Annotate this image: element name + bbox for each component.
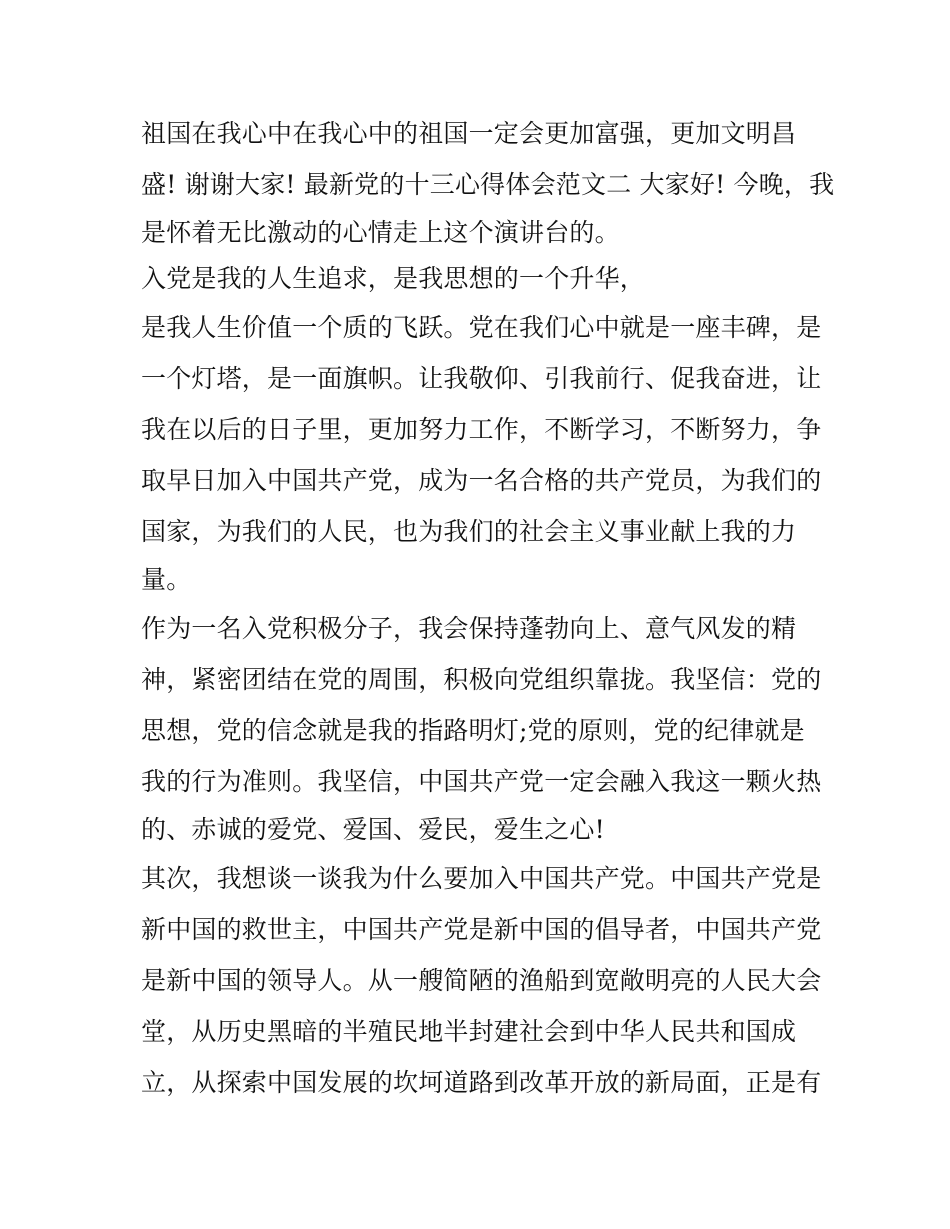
text-line: 立，从探索中国发展的坎坷道路到改革开放的新局面，正是有 [141,1068,822,1097]
text-line: 盛! 谢谢大家! 最新党的十三心得体会范文二 大家好! 今晚，我 [141,170,835,199]
text-line: 作为一名入党积极分子，我会保持蓬勃向上、意气风发的精 [141,614,797,643]
text-line: 新中国的救世主，中国共产党是新中国的倡导者，中国共产党 [141,915,822,944]
text-line: 量。 [141,565,192,594]
text-line: 是我人生价值一个质的飞跃。党在我们心中就是一座丰碑，是 [141,313,822,342]
body-text [141,108,835,1108]
text-line: 国家，为我们的人民，也为我们的社会主义事业献上我的力 [141,517,797,546]
text-line: 我在以后的日子里，更加努力工作，不断学习，不断努力，争 [141,415,822,444]
text-line: 其次，我想谈一谈我为什么要加入中国共产党。中国共产党是 [141,864,822,893]
text-line: 取早日加入中国共产党，成为一名合格的共产党员，为我们的 [141,466,822,495]
text-line: 堂，从历史黑暗的半殖民地半封建社会到中华人民共和国成 [141,1017,797,1046]
text-line: 一个灯塔，是一面旗帜。让我敬仰、引我前行、促我奋进，让 [141,364,822,393]
text-line: 祖国在我心中在我心中的祖国一定会更加富强，更加文明昌 [141,119,797,148]
text-line: 入党是我的人生追求，是我思想的一个升华， [141,264,646,293]
text-line: 思想，党的信念就是我的指路明灯;党的原则，党的纪律就是 [141,716,805,745]
text-line: 是怀着无比激动的心情走上这个演讲台的。 [141,218,620,247]
text-line: 神，紧密团结在党的周围，积极向党组织靠拢。我坚信：党的 [141,665,822,694]
text-line: 是新中国的领导人。从一艘简陋的渔船到宽敞明亮的人民大会 [141,966,822,995]
text-line: 的、赤诚的爱党、爱国、爱民，爱生之心! [141,815,605,844]
text-line: 我的行为准则。我坚信，中国共产党一定会融入我这一颗火热 [141,767,822,796]
